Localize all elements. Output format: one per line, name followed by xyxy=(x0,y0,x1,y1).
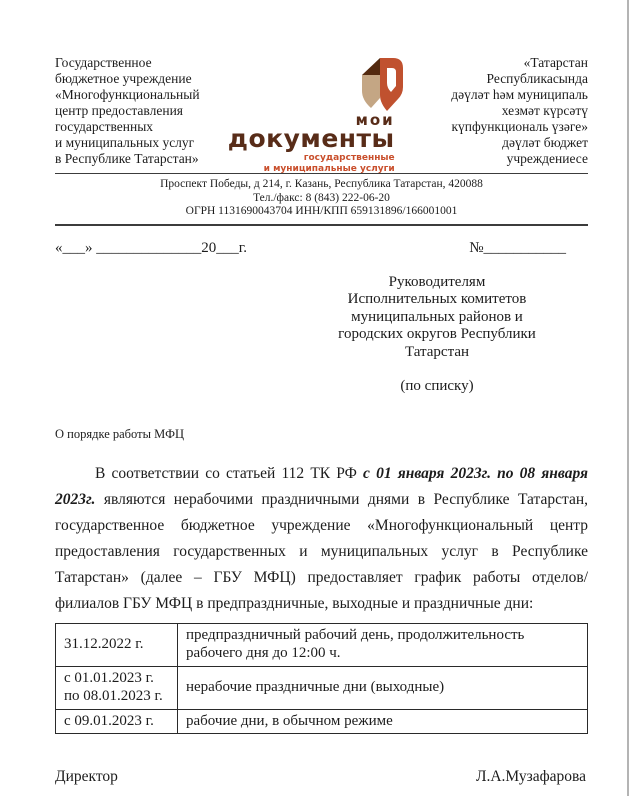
org-address: Проспект Победы, д 214, г. Казань, Республика Татарстан, 420088 xyxy=(160,178,483,190)
org-line: дәүләт бюджет xyxy=(502,135,588,150)
date-blank: «___» ______________20___г. xyxy=(55,239,247,256)
work-schedule-table xyxy=(55,623,588,735)
recipient-line: Татарстан xyxy=(404,343,470,360)
logo-word-dokumenty: документы xyxy=(227,124,395,153)
recipient-block xyxy=(286,274,588,396)
date-number-line xyxy=(55,240,588,257)
table-row xyxy=(56,666,588,709)
outgoing-number-blank: №___________ xyxy=(469,239,566,256)
letterhead xyxy=(55,55,588,174)
scan-edge-line xyxy=(627,0,629,796)
header-divider-bottom xyxy=(55,224,588,226)
org-line: хезмәт күрсәтү xyxy=(501,103,588,118)
moi-dokumenty-logo xyxy=(227,55,395,174)
org-line: центр предоставления xyxy=(55,103,184,118)
schedule-date-cell: 31.12.2022 г. xyxy=(56,623,178,666)
org-phone: Тел./факс: 8 (843) 222-06-20 xyxy=(253,191,390,204)
org-ogrn-inn: ОГРН 1131690043704 ИНН/КПП 659131896/166001001 xyxy=(185,205,458,217)
recipient-note: (по списку) xyxy=(400,378,474,394)
subject-line: О порядке работы МФЦ xyxy=(55,426,184,441)
body-intro: В соответствии со статьей 112 ТК РФ xyxy=(95,464,364,482)
org-line: «Татарстан xyxy=(523,55,588,70)
table-row xyxy=(56,623,588,666)
schedule-description-cell: рабочие дни, в обычном режиме xyxy=(178,709,588,734)
logo-subtitle xyxy=(264,153,395,174)
org-line: Республикасында xyxy=(486,71,588,86)
org-line: күпфункциональ үзәге» xyxy=(451,119,588,134)
logo-subtitle-line: и муниципальные услуги xyxy=(263,163,395,174)
body-holiday-dates: с 01 января 2023г. по 08 января 2023г. xyxy=(55,464,588,508)
logo-subtitle-line: государственные xyxy=(303,153,395,163)
signer-name: Л.А.Музафарова xyxy=(475,768,586,785)
org-name-tatar xyxy=(402,55,588,171)
org-line: государственных xyxy=(55,119,154,134)
moi-dokumenty-emblem-icon xyxy=(356,56,404,116)
org-name-russian xyxy=(55,55,241,171)
org-line: бюджетное учреждение xyxy=(55,71,192,86)
recipient-line: муниципальных районов и xyxy=(351,308,523,325)
schedule-date-cell: с 09.01.2023 г. xyxy=(56,709,178,734)
org-line: дәүләт һәм муниципаль xyxy=(451,87,588,102)
org-line: в Республике Татарстан» xyxy=(55,151,199,166)
recipient-line: городских округов Республики xyxy=(338,326,536,342)
schedule-description-cell: предпраздничный рабочий день, продолжительность рабочего дня до 12:00 ч. xyxy=(178,623,588,666)
recipient-line: Руководителям xyxy=(388,273,486,290)
org-line: и муниципальных услуг xyxy=(55,135,195,150)
org-line: учреждениесе xyxy=(506,151,588,166)
schedule-description-cell: нерабочие праздничные дни (выходные) xyxy=(178,666,588,709)
signature-line xyxy=(55,768,588,786)
body-paragraph xyxy=(55,461,588,617)
recipient-line: Исполнительных комитетов xyxy=(347,291,527,307)
org-line: «Многофункциональный xyxy=(55,87,200,102)
schedule-date-cell: с 01.01.2023 г. по 08.01.2023 г. xyxy=(56,666,178,709)
logo-word-moi: мои xyxy=(355,111,395,129)
contacts-block xyxy=(55,174,588,224)
table-row xyxy=(56,709,588,734)
signer-title: Директор xyxy=(55,768,118,785)
body-rest: являются нерабочими праздничными днями в Республике Татарстан, государственное бюджетное учреждение «Многофункциональный центр предоставления государственных и муниципальных услуг в Республике Татарстан» (далее – ГБУ МФЦ) предоставляет график работы отделов/филиалов ГБУ МФЦ в предпраздничные, выходные и праздничные дни: xyxy=(55,490,588,612)
org-line: Государственное xyxy=(55,55,152,70)
